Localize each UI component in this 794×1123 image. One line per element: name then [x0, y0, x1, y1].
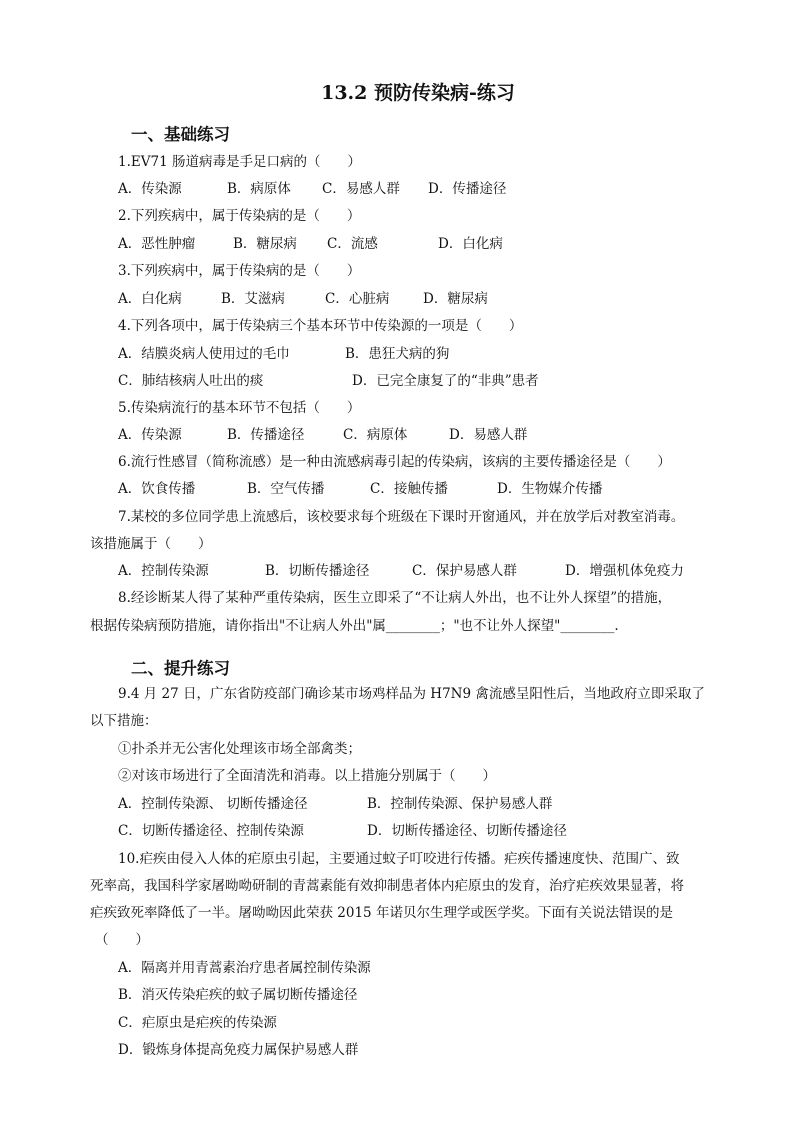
q9-option-b: B．控制传染源、保护易感人群 [367, 796, 553, 812]
q3-option-c: C．心脏病 [325, 291, 390, 307]
q6-option-d: D．生物媒介传播 [497, 481, 603, 497]
question-10-line1: 10.疟疾由侵入人体的疟原虫引起，主要通过蚊子叮咬进行传播。疟疾传播速度快、范围广、致 [118, 851, 680, 867]
q3-option-b: B．艾滋病 [221, 291, 285, 307]
q6-option-b: B．空气传播 [247, 481, 325, 497]
question-9-line1: 9.4 月 27 日，广东省防疫部门确诊某市场鸡样品为 H7N9 禽流感呈阳性后，当地政府立即采取了 [118, 686, 705, 702]
q5-option-c: C．病原体 [343, 427, 408, 443]
q1-option-a: A．传染源 [118, 181, 182, 197]
q10-option-d: D．锻炼身体提高免疫力属保护易感人群 [118, 1042, 359, 1058]
q10-option-c: C．疟原虫是疟疾的传染源 [118, 1015, 277, 1031]
q7-option-a: A．控制传染源 [118, 563, 209, 579]
q3-option-a: A．白化病 [118, 291, 182, 307]
q10-option-b: B．消灭传染疟疾的蚊子属切断传播途径 [118, 987, 358, 1003]
question-1-stem: 1.EV71 肠道病毒是手足口病的（ ） [118, 154, 361, 170]
question-8-line1: 8.经诊断某人得了某种严重传染病，医生立即采了“不让病人外出，也不让外人探望”的措施， [118, 590, 672, 606]
page-title: 13.2 预防传染病-练习 [321, 82, 515, 104]
question-2-stem: 2.下列疾病中，属于传染病的是（ ） [118, 208, 361, 224]
q4-option-c: C．肺结核病人吐出的痰 [118, 373, 264, 389]
question-6-stem: 6.流行性感冒（简称流感）是一种由流感病毒引起的传染病，该病的主要传播途径是（ ） [118, 454, 671, 470]
q2-option-c: C．流感 [327, 236, 378, 252]
question-5-stem: 5.传染病流行的基本环节不包括（ ） [118, 400, 361, 416]
question-7-stem-line1: 7.某校的多位同学患上流感后，该校要求每个班级在下课时开窗通风，并在放学后对教室消毒。 [118, 509, 685, 525]
q2-option-b: B．糖尿病 [233, 236, 297, 252]
q4-option-d: D．已完全康复了的“非典”患者 [352, 373, 539, 389]
q4-option-a: A．结膜炎病人使用过的毛巾 [118, 346, 290, 362]
question-10-line3: 疟疾致死率降低了一半。屠呦呦因此荣获 2015 年诺贝尔生理学或医学奖。下面有关说法错误的是 [90, 905, 673, 921]
question-7-stem-line2: 该措施属于（ ） [90, 536, 212, 552]
q3-option-d: D．糖尿病 [423, 291, 488, 307]
q9-option-d: D．切断传播途径、切断传播途径 [367, 823, 567, 839]
question-8-line2: 根据传染病预防措施，请你指出"不让病人外出"属________；"也不让外人探望"________. [90, 618, 619, 634]
question-3-stem: 3.下列疾病中，属于传染病的是（ ） [118, 263, 361, 279]
section-heading-advanced: 二、提升练习 [131, 659, 230, 678]
q1-option-d: D．传播途径 [428, 181, 507, 197]
q7-option-c: C．保护易感人群 [412, 563, 517, 579]
question-4-stem: 4.下列各项中，属于传染病三个基本环节中传染源的一项是（ ） [118, 318, 523, 334]
q2-option-d: D．白化病 [438, 236, 503, 252]
q6-option-c: C．接触传播 [370, 481, 448, 497]
section-heading-basic: 一、基础练习 [131, 125, 230, 144]
q9-option-a: A．控制传染源、 切断传播途径 [118, 796, 308, 812]
q1-option-c: C．易感人群 [322, 181, 400, 197]
q7-option-d: D．增强机体免疫力 [565, 563, 684, 579]
q5-option-d: D．易感人群 [449, 427, 528, 443]
question-10-line4: （ ） [95, 932, 149, 948]
q10-option-a: A．隔离并用青蒿素治疗患者属控制传染源 [118, 960, 371, 976]
question-10-line2: 死率高，我国科学家屠呦呦研制的青蒿素能有效抑制患者体内疟原虫的发育，治疗疟疾效果显著，将 [90, 878, 684, 894]
q1-option-b: B．病原体 [227, 181, 291, 197]
q4-option-b: B．患狂犬病的狗 [345, 346, 450, 362]
q9-option-c: C．切断传播途径、控制传染源 [118, 823, 304, 839]
question-9-line2: 以下措施： [90, 713, 158, 729]
q7-option-b: B．切断传播途径 [265, 563, 370, 579]
question-9-measure-2: ②对该市场进行了全面清洗和消毒。以上措施分别属于（ ） [118, 768, 496, 784]
q5-option-a: A．传染源 [118, 427, 182, 443]
question-9-measure-1: ①扑杀并无公害化处理该市场全部禽类； [118, 741, 361, 757]
q5-option-b: B．传播途径 [227, 427, 305, 443]
q6-option-a: A．饮食传播 [118, 481, 196, 497]
q2-option-a: A．恶性肿瘤 [118, 236, 196, 252]
